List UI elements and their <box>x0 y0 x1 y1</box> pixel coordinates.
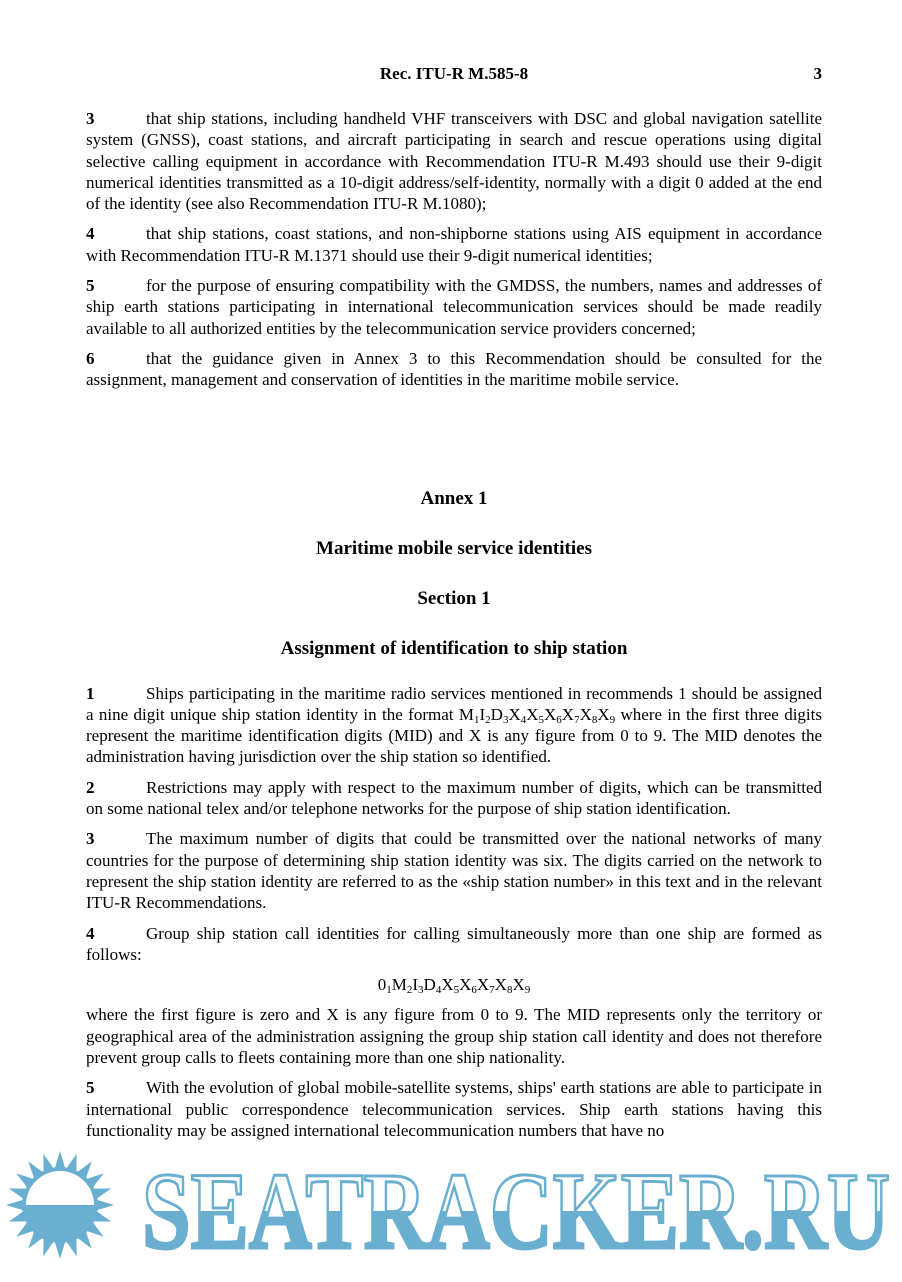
recommends-item <box>86 108 822 214</box>
formula-symbol: X <box>508 704 521 724</box>
formula-subscript: 8 <box>506 984 513 997</box>
seatracker-watermark <box>0 1150 902 1260</box>
formula-symbol: X <box>441 975 454 995</box>
formula-symbol: X <box>544 704 557 724</box>
formula-symbol: X <box>494 975 507 995</box>
annex-subtitle: Maritime mobile service identities <box>316 537 592 559</box>
formula-symbol: X <box>512 975 525 995</box>
formula-subscript: 6 <box>471 984 477 997</box>
formula-symbol: 0 <box>377 975 387 995</box>
section-title: Assignment of identification to ship station <box>280 637 628 659</box>
item-text: for the purpose of ensuring compatibility with the GMDSS, the numbers, names and addresses of ship earth stations participating in international telecommunication services should be made readily available to all authorized entities by the telecommunication service providers concerned; <box>86 276 822 338</box>
section-paragraph <box>86 777 822 820</box>
formula-symbol: D <box>423 975 436 995</box>
item-number: 6 <box>86 348 95 368</box>
item-number: 1 <box>86 683 95 703</box>
sun-logo-icon <box>6 1151 114 1259</box>
item-number: 3 <box>86 829 95 849</box>
formula-subscript: 3 <box>418 984 424 997</box>
item-text: The maximum number of digits that could be transmitted over the national networks of many countries for the purpose of determining ship station identity was six. The digits carried on the network to represent the ship station identity are referred to as the «ship station number» in this text and in the relevant ITU-R Recommendations. <box>86 829 822 913</box>
formula-subscript: 9 <box>524 984 531 997</box>
item-text: Ships participating in the maritime radio services mentioned in recommends 1 should be assigned a nine digit unique ship station identity in the format <box>86 683 822 724</box>
group-identity-format <box>86 974 822 995</box>
formula-subscript: 5 <box>453 984 460 997</box>
sun-ray <box>54 1241 65 1259</box>
item-number: 3 <box>86 109 95 128</box>
formula-subscript: 4 <box>435 984 442 997</box>
formula-subscript: 2 <box>485 713 491 726</box>
page-header <box>86 64 822 86</box>
annex-title: Annex 1 <box>420 487 488 509</box>
ship-identity-format <box>459 705 615 724</box>
page-number: 3 <box>813 64 822 83</box>
section-paragraph <box>86 1077 822 1141</box>
formula-subscript: 1 <box>386 984 392 997</box>
item-number: 4 <box>86 923 95 943</box>
formula-symbol: X <box>526 704 539 724</box>
item-text: that the guidance given in Annex 3 to this Recommendation should be consulted for the assignment, management and conservation of identities in the maritime mobile service. <box>86 348 822 390</box>
section-paragraph <box>86 828 822 913</box>
sun-ray <box>6 1200 24 1211</box>
section-paragraph: where the first figure is zero and X is any figure from 0 to 9. The MID represents only the territory or geographical area of the administration assigning the group ship station call identity and does not therefore prevent group calls to fleets containing more than one ship nationality. <box>86 1005 822 1068</box>
formula-subscript: 1 <box>473 713 480 726</box>
formula-symbol: X <box>579 704 592 724</box>
formula-subscript: 2 <box>406 984 413 997</box>
formula-subscript: 7 <box>489 984 495 997</box>
sun-ray <box>54 1151 65 1169</box>
item-text: that ship stations, including handheld VHF transceivers with DSC and global navigation satellite system (GNSS), coast stations, and aircraft participating in search and rescue operations using digital selective calling equipment in accordance with Recommendation ITU-R M.493 should use their 9-digit numerical identities transmitted as a 10-digit address/self-identity, normally with a digit 0 added at the end of the identity (see also Recommendation ITU-R M.1080); <box>86 109 822 214</box>
watermark-text: SEATRACKER.RU <box>142 1150 890 1261</box>
formula-symbol: D <box>490 704 503 724</box>
formula-subscript: 6 <box>556 713 562 726</box>
item-number: 5 <box>86 1078 95 1098</box>
formula-subscript: 4 <box>520 713 527 726</box>
item-text: Restrictions may apply with respect to the maximum number of digits, which can be transmitted on some national telex and/or telephone networks for the purpose of ship station identification. <box>86 777 822 819</box>
section-paragraph <box>86 683 822 768</box>
item-text: Group ship station call identities for calling simultaneously more than one ship are formed as follows: <box>86 923 822 964</box>
item-text: where in the first three digits represent the maritime identification digits (MID) and X is any figure from 0 to 9. The MID denotes the administration having jurisdiction over the ship station so identified. <box>86 704 822 767</box>
formula-symbol: X <box>459 975 472 995</box>
formula-subscript: 5 <box>538 713 544 726</box>
formula-symbol: X <box>597 704 610 724</box>
formula-subscript: 9 <box>609 713 616 726</box>
recommends-item <box>86 348 822 391</box>
formula-symbol: M <box>458 704 474 724</box>
formula-subscript: 7 <box>574 713 580 726</box>
item-text: With the evolution of global mobile-satellite systems, ships' earth stations are able to participate in international public correspondence telecommunication services. Ship earth stations having this functionality may be assigned international telecommunication numbers that have no <box>86 1078 822 1140</box>
formula-subscript: 3 <box>502 713 509 726</box>
formula-subscript: 8 <box>591 713 598 726</box>
sun-ray <box>96 1200 114 1211</box>
formula-symbol: X <box>476 975 490 995</box>
formula-symbol: I <box>479 704 486 724</box>
recommends-item <box>86 223 822 266</box>
section-paragraph <box>86 923 822 966</box>
item-number: 4 <box>86 224 95 244</box>
formula-symbol: M <box>391 975 407 995</box>
recommends-item <box>86 275 822 339</box>
item-number: 2 <box>86 777 95 797</box>
item-number: 5 <box>86 276 95 296</box>
header-title: Rec. ITU-R M.585-8 <box>379 64 529 83</box>
item-text: that ship stations, coast stations, and non-shipborne stations using AIS equipment in accordance with Recommendation ITU-R M.1371 should use their 9-digit numerical identities; <box>86 224 822 265</box>
formula-symbol: I <box>412 975 419 995</box>
section-heading: Section 1 <box>417 587 491 609</box>
formula-symbol: X <box>561 704 575 724</box>
